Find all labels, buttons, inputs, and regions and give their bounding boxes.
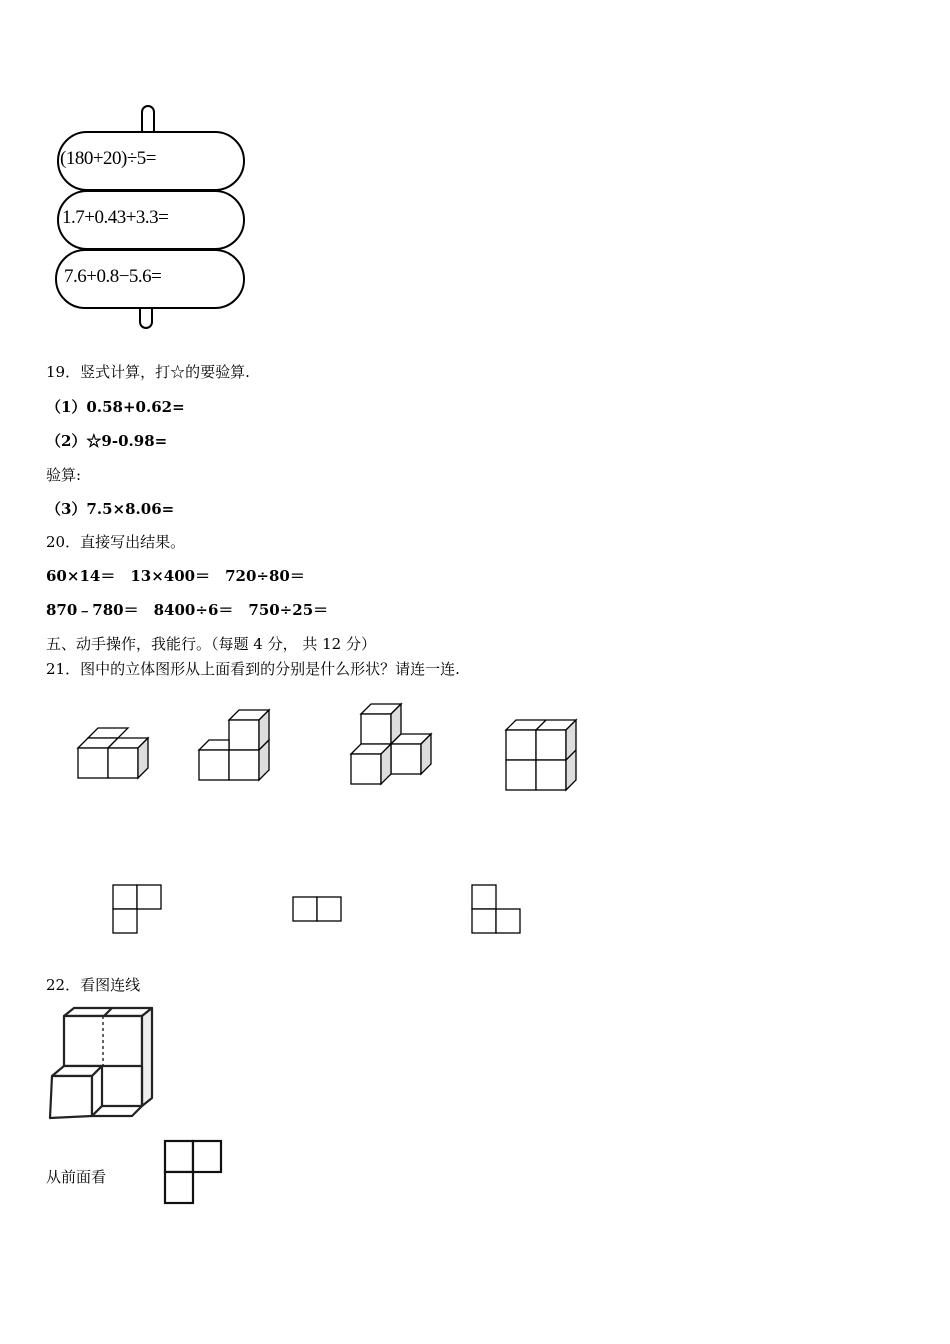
solid-a-figure <box>76 726 156 782</box>
q19-item-1: （1）0.58+0.62= <box>46 398 185 416</box>
q19-title: 19．竖式计算，打☆的要验算. <box>46 363 250 381</box>
top-view-c-figure <box>471 884 523 936</box>
q19-check-label: 验算: <box>46 466 82 484</box>
q22-front-label: 从前面看 <box>46 1168 107 1186</box>
q20-row-2: 870﹣780＝ 8400÷6＝ 750÷25＝ <box>46 601 329 619</box>
q22-solid-figure <box>46 1006 158 1122</box>
q20-title: 20．直接写出结果。 <box>46 533 186 551</box>
q21-title: 21．图中的立体图形从上面看到的分别是什么形状？请连一连. <box>46 660 460 678</box>
skewer-expression-1: (180+20)÷5= <box>60 148 157 169</box>
q22-front-view-figure <box>163 1139 225 1205</box>
q22-title: 22．看图连线 <box>46 976 141 994</box>
solid-d-figure <box>504 718 584 794</box>
solid-c-figure <box>349 702 439 788</box>
section5-title: 五、动手操作，我能行。（每题 4 分， 共 12 分） <box>46 635 376 653</box>
q20-row-1: 60×14＝ 13×400＝ 720÷80＝ <box>46 567 305 585</box>
top-view-b-figure <box>292 896 344 924</box>
skewer-expression-3: 7.6+0.8−5.6= <box>64 266 162 287</box>
q19-item-3: （3）7.5×8.06= <box>46 500 175 518</box>
top-view-a-figure <box>112 884 164 936</box>
q19-item-2: （2）☆9-0.98= <box>46 432 168 450</box>
solid-b-figure <box>197 708 277 784</box>
skewer-expression-2: 1.7+0.43+3.3= <box>62 207 169 228</box>
